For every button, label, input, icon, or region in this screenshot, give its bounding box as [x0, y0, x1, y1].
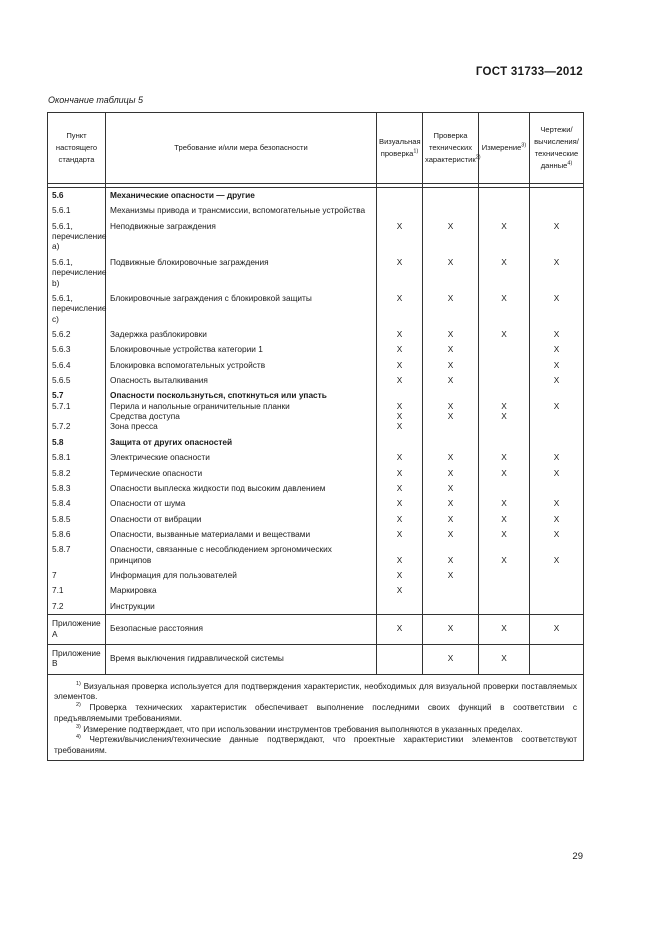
drawings-mark: [530, 599, 584, 615]
drawings-mark: X: [530, 466, 584, 481]
measurement-mark: [479, 583, 530, 598]
row-code: 5.8.1: [48, 450, 106, 465]
tech-check-mark: X: [423, 466, 479, 481]
row-code: 5.6.1, перечисление с): [48, 291, 106, 327]
row-description: Электрические опасности: [106, 450, 377, 465]
visual-check-mark: X: [377, 527, 423, 542]
tech-check-mark: X: [423, 644, 479, 674]
visual-check-mark: X: [377, 542, 423, 568]
drawings-mark: X: [530, 358, 584, 373]
row-code: 5.6.5: [48, 373, 106, 388]
visual-check-mark: [377, 188, 423, 204]
drawings-mark: X: [530, 291, 584, 327]
table-row: [48, 450, 584, 465]
drawings-mark: [530, 203, 584, 218]
row-description: Безопасные расстояния: [106, 615, 377, 645]
footnote-marker: 2): [76, 702, 81, 709]
visual-check-mark: X: [377, 568, 423, 583]
measurement-mark: X: [479, 291, 530, 327]
row-description: Опасности, вызванные материалами и веществами: [106, 527, 377, 542]
table-row: [48, 203, 584, 218]
measurement-mark: [479, 342, 530, 357]
footnote-text: Визуальная проверка используется для подтверждения характеристик, необходимых для визуальной проверки поставляемых элементов.: [54, 680, 577, 702]
drawings-mark: X: [530, 388, 584, 434]
table-row-group-57: [48, 388, 584, 434]
row-description: Опасности, связанные с несоблюдением эргономических принципов: [106, 542, 377, 568]
visual-check-mark: X: [377, 450, 423, 465]
drawings-mark: X: [530, 327, 584, 342]
tech-check-mark: [423, 203, 479, 218]
table-row: [48, 358, 584, 373]
safety-requirements-table: [47, 112, 584, 761]
measurement-mark: [479, 481, 530, 496]
row-description: Механические опасности — другие: [106, 188, 377, 204]
row-description: Блокировка вспомогательных устройств: [106, 358, 377, 373]
table-row: [48, 327, 584, 342]
row-description: Инструкции: [106, 599, 377, 615]
visual-check-mark: X: [377, 219, 423, 255]
measurement-mark: [479, 435, 530, 450]
drawings-mark: X: [530, 255, 584, 291]
row-description: Неподвижные заграждения: [106, 219, 377, 255]
row-description: Опасности выплеска жидкости под высоким давлением: [106, 481, 377, 496]
row-description: Опасности поскользнуться, споткнуться или упасть Перила и напольные ограничительные планки Средства доступа Зона пресса: [106, 388, 377, 434]
row-description: Подвижные блокировочные заграждения: [106, 255, 377, 291]
tech-check-mark: X: [423, 496, 479, 511]
table-row: [48, 496, 584, 511]
measurement-mark: X: [479, 542, 530, 568]
visual-check-mark: [377, 599, 423, 615]
table-row: [48, 568, 584, 583]
tech-check-mark: X: [423, 527, 479, 542]
tech-check-mark: X: [423, 358, 479, 373]
table-row: [48, 466, 584, 481]
drawings-mark: [530, 583, 584, 598]
row-code: Приложение А: [48, 615, 106, 645]
header-drawings: Чертежи/вычисления/технические данные$^{4)}$: [530, 113, 584, 184]
measurement-mark: [479, 358, 530, 373]
tech-check-mark: X: [423, 568, 479, 583]
visual-check-mark: X: [377, 466, 423, 481]
measurement-mark: X: [479, 327, 530, 342]
tech-check-mark: X: [423, 615, 479, 645]
row-description: Время выключения гидравлической системы: [106, 644, 377, 674]
row-code: 5.6.1, перечисление а): [48, 219, 106, 255]
measurement-mark: [479, 568, 530, 583]
tech-check-mark: [423, 188, 479, 204]
drawings-mark: [530, 188, 584, 204]
visual-check-mark: X: [377, 358, 423, 373]
row-description: Задержка разблокировки: [106, 327, 377, 342]
footnote: [54, 702, 577, 724]
header-measurement: Измерение$^{3)}$: [479, 113, 530, 184]
drawings-mark: X: [530, 615, 584, 645]
drawings-mark: X: [530, 527, 584, 542]
tech-check-mark: X: [423, 481, 479, 496]
drawings-mark: X: [530, 450, 584, 465]
tech-check-mark: X: [423, 342, 479, 357]
visual-check-mark: [377, 203, 423, 218]
row-code: 7.1: [48, 583, 106, 598]
row-code: Приложение В: [48, 644, 106, 674]
drawings-mark: X: [530, 496, 584, 511]
row-code: 5.8.4: [48, 496, 106, 511]
row-description: Защита от других опасностей: [106, 435, 377, 450]
visual-check-mark: X: [377, 496, 423, 511]
footnote: [54, 724, 577, 735]
tech-check-mark: X: [423, 373, 479, 388]
drawings-mark: [530, 481, 584, 496]
header-visual-check: Визуальная проверка$^{1)}$: [377, 113, 423, 184]
tech-check-mark: [423, 599, 479, 615]
row-description: Опасности от шума: [106, 496, 377, 511]
visual-check-mark: X: [377, 583, 423, 598]
visual-check-mark: X: [377, 373, 423, 388]
tech-check-mark: X: [423, 450, 479, 465]
tech-check-mark: X: [423, 255, 479, 291]
row-code: 5.6: [48, 188, 106, 204]
row-code: 5.8.2: [48, 466, 106, 481]
footnote-marker: 4): [76, 734, 81, 741]
header-requirement: Требование и/или мера безопасности: [106, 113, 377, 184]
row-code: 5.6.1: [48, 203, 106, 218]
table-row: [48, 481, 584, 496]
page-number: 29: [572, 851, 583, 862]
measurement-mark: [479, 188, 530, 204]
visual-check-mark: X: [377, 291, 423, 327]
row-description: Опасности от вибрации: [106, 512, 377, 527]
row-code: 5.7 5.7.1 5.7.2: [48, 388, 106, 434]
footnote-marker: 1): [76, 680, 81, 687]
measurement-mark: [479, 203, 530, 218]
footnote: [54, 734, 577, 756]
tech-check-mark: X: [423, 291, 479, 327]
measurement-mark: X: [479, 450, 530, 465]
footnote-text: Чертежи/вычисления/технические данные подтверждают, что проектные характеристики элементов соответствуют требованиям.: [54, 734, 577, 756]
table-row: [48, 542, 584, 568]
row-description: Маркировка: [106, 583, 377, 598]
header-tech-check: Проверка технических характеристик$^{2)}$: [423, 113, 479, 184]
measurement-mark: X: [479, 466, 530, 481]
table-caption: Окончание таблицы 5: [48, 95, 143, 105]
row-description: Блокировочные устройства категории 1: [106, 342, 377, 357]
visual-check-mark: X: [377, 481, 423, 496]
tech-check-mark: X: [423, 327, 479, 342]
measurement-mark: X X: [479, 388, 530, 434]
measurement-mark: X: [479, 644, 530, 674]
row-description: Блокировочные заграждения с блокировкой защиты: [106, 291, 377, 327]
drawings-mark: X: [530, 373, 584, 388]
table-row: [48, 527, 584, 542]
row-code: 7: [48, 568, 106, 583]
drawings-mark: X: [530, 219, 584, 255]
header-clause: Пункт настоящего стандарта: [48, 113, 106, 184]
measurement-mark: X: [479, 255, 530, 291]
visual-check-mark: X: [377, 512, 423, 527]
drawings-mark: X: [530, 512, 584, 527]
measurement-mark: [479, 599, 530, 615]
visual-check-mark: X: [377, 342, 423, 357]
row-description: Механизмы привода и трансмиссии, вспомогательные устройства: [106, 203, 377, 218]
visual-check-mark: X: [377, 327, 423, 342]
visual-check-mark: [377, 435, 423, 450]
row-description: Информация для пользователей: [106, 568, 377, 583]
table-row: [48, 435, 584, 450]
row-code: 7.2: [48, 599, 106, 615]
visual-check-mark: X: [377, 255, 423, 291]
document-title: ГОСТ 31733—2012: [475, 66, 583, 78]
row-code: 5.8.6: [48, 527, 106, 542]
drawings-mark: [530, 644, 584, 674]
drawings-mark: X: [530, 342, 584, 357]
visual-check-mark: [377, 644, 423, 674]
visual-check-mark: X X X: [377, 388, 423, 434]
tech-check-mark: [423, 435, 479, 450]
measurement-mark: [479, 373, 530, 388]
table-row: [48, 512, 584, 527]
table-row: [48, 583, 584, 598]
row-description: Опасность выталкивания: [106, 373, 377, 388]
measurement-mark: X: [479, 512, 530, 527]
footnote-text: Измерение подтверждает, что при использовании инструментов требования выполняются в указанных пределах.: [83, 723, 523, 734]
row-code: 5.8.3: [48, 481, 106, 496]
table-footnotes: [48, 674, 584, 760]
drawings-mark: X: [530, 542, 584, 568]
measurement-mark: X: [479, 219, 530, 255]
table-row: [48, 291, 584, 327]
measurement-mark: X: [479, 527, 530, 542]
row-code: 5.6.4: [48, 358, 106, 373]
row-description: Термические опасности: [106, 466, 377, 481]
footnote: [54, 681, 577, 703]
table-row: [48, 373, 584, 388]
table-row: [48, 342, 584, 357]
table-row: [48, 615, 584, 645]
row-code: 5.6.3: [48, 342, 106, 357]
visual-check-mark: X: [377, 615, 423, 645]
row-code: 5.8: [48, 435, 106, 450]
tech-check-mark: X: [423, 219, 479, 255]
drawings-mark: [530, 568, 584, 583]
measurement-mark: X: [479, 496, 530, 511]
row-code: 5.6.2: [48, 327, 106, 342]
drawings-mark: [530, 435, 584, 450]
tech-check-mark: X: [423, 512, 479, 527]
tech-check-mark: [423, 583, 479, 598]
table-row: [48, 644, 584, 674]
footnote-text: Проверка технических характеристик обеспечивает выполнение последними своих функций в соответствии с предъявляемыми требованиями.: [54, 702, 577, 723]
tech-check-mark: X: [423, 542, 479, 568]
row-code: 5.8.7: [48, 542, 106, 568]
table-row: [48, 188, 584, 204]
tech-check-mark: X X: [423, 388, 479, 434]
row-code: 5.8.5: [48, 512, 106, 527]
table-row: [48, 599, 584, 615]
footnote-marker: 3): [76, 723, 81, 730]
row-code: 5.6.1, перечисление b): [48, 255, 106, 291]
measurement-mark: X: [479, 615, 530, 645]
table-row: [48, 255, 584, 291]
table-row: [48, 219, 584, 255]
